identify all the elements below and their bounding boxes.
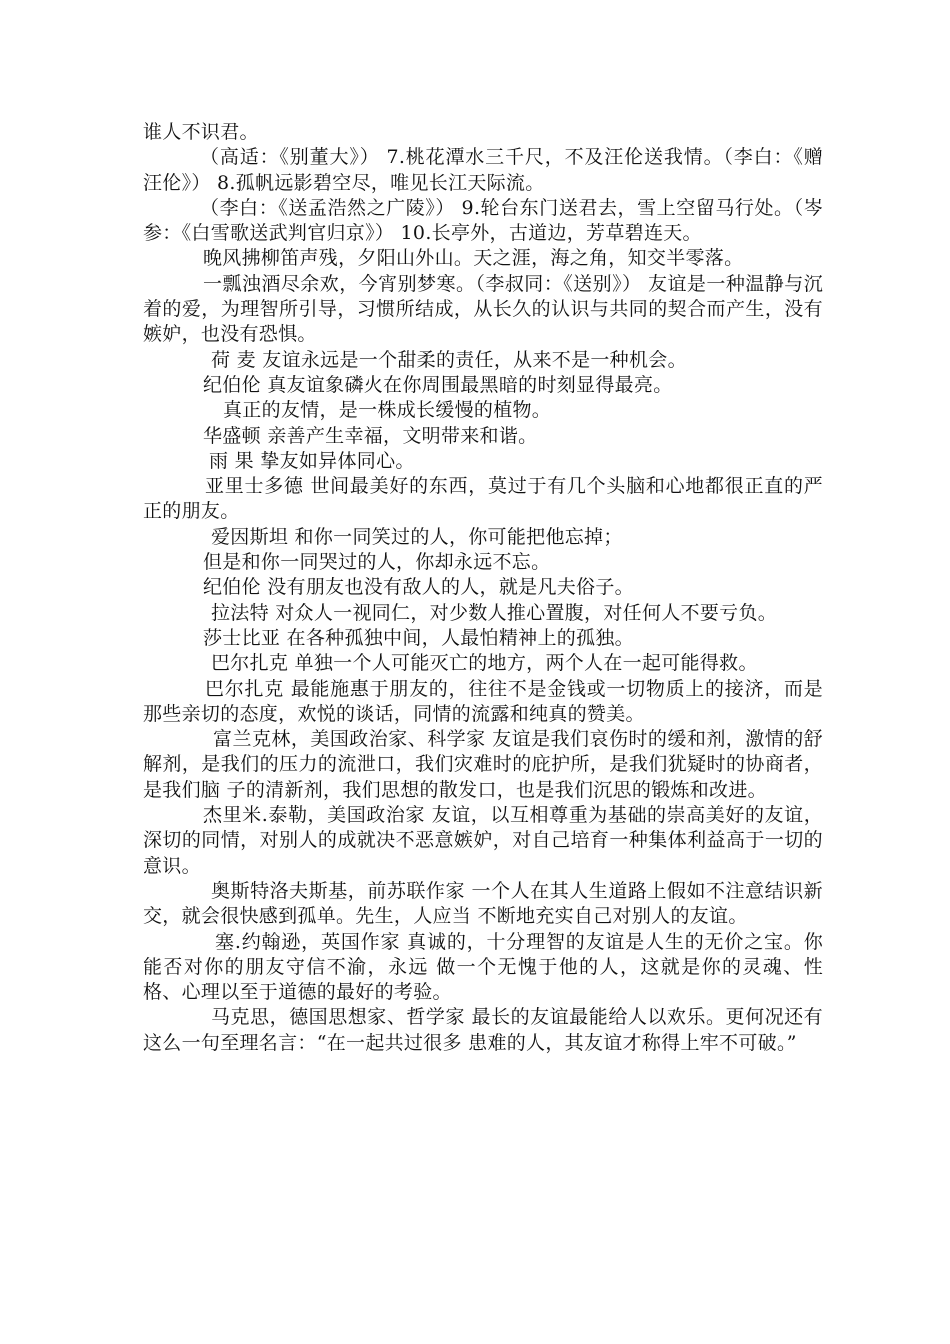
- paragraph-21: 奥斯特洛夫斯基，前苏联作家 一个人在其人生道路上假如不注意结识新交，就会很快感到孤单。先生，人应当 不断地充实自己对别人的友谊。: [143, 879, 823, 928]
- paragraph-1: 谁人不识君。: [143, 121, 259, 143]
- paragraph-17: 巴尔扎克 单独一个人可能灭亡的地方，两个人在一起可能得救。: [211, 652, 758, 675]
- paragraph-12: 爱因斯坦 和你一同笑过的人，你可能把他忘掉；: [211, 525, 623, 548]
- paragraph-4: 晚风拂柳笛声残，夕阳山外山。天之涯，海之角，知交半零落。: [203, 247, 744, 270]
- paragraph-19: 富兰克林，美国政治家、科学家 友谊是我们哀伤时的缓和剂，激情的舒解剂，是我们的压力的流泄口，我们灾难时的庇护所，是我们犹疑时的协商者，是我们脑 子的清新剂，我们思想的散发口，也是我们沉思的锻炼和改进。: [143, 728, 823, 801]
- paragraph-7: 纪伯伦 真友谊象磷火在你周围最黑暗的时刻显得最亮。: [203, 373, 673, 396]
- paragraph-20: 杰里米.泰勒，美国政治家 友谊，以互相尊重为基础的崇高美好的友谊，深切的同情，对别人的成就决不恶意嫉妒，对自己培育一种集体利益高于一切的意识。: [143, 804, 823, 877]
- paragraph-8: 真正的友情，是一株成长缓慢的植物。: [223, 399, 552, 422]
- paragraph-16: 莎士比亚 在各种孤独中间，人最怕精神上的孤独。: [203, 626, 634, 649]
- paragraph-9: 华盛顿 亲善产生幸福，文明带来和谐。: [203, 424, 538, 447]
- document-body: [143, 120, 823, 1056]
- paragraph-6: 荷 麦 友谊永远是一个甜柔的责任，从来不是一种机会。: [211, 348, 687, 371]
- paragraph-18: 巴尔扎克 最能施惠于朋友的，往往不是金钱或一切物质上的接济，而是那些亲切的态度，欢悦的谈话，同情的流露和纯真的赞美。: [143, 677, 823, 725]
- paragraph-22: 塞.约翰逊，英国作家 真诚的，十分理智的友谊是人生的无价之宝。你能否对你的朋友守信不渝，永远 做一个无愧于他的人，这就是你的灵魂、性格、心理以至于道德的最好的考验。: [143, 930, 823, 1004]
- paragraph-23: 马克思，德国思想家、哲学家 最长的友谊最能给人以欢乐。更何况还有这么一句至理名言：“在一起共过很多 患难的人，其友谊才称得上牢不可破。”: [143, 1006, 823, 1054]
- paragraph-15: 拉法特 对众人一视同仁，对少数人推心置腹，对任何人不要亏负。: [211, 601, 778, 624]
- paragraph-10: 雨 果 挚友如异体同心。: [209, 449, 415, 472]
- paragraph-3: （李白：《送孟浩然之广陵》） 9.轮台东门送君去，雪上空留马行处。（岑参：《白雪歌送武判官归京》） 10.长亭外，古道边，芳草碧连天。: [143, 196, 823, 245]
- paragraph-14: 纪伯伦 没有朋友也没有敌人的人，就是凡夫俗子。: [203, 576, 634, 599]
- paragraph-11: 亚里士多德 世间最美好的东西，莫过于有几个头脑和心地都很正直的严正的朋友。: [143, 475, 823, 523]
- paragraph-5: 一瓢浊酒尽余欢，今宵别梦寒。（李叔同：《送别》） 友谊是一种温静与沉着的爱，为理智所引导，习惯所结成，从长久的认识与共同的契合而产生，没有嫉妒，也没有恐惧。: [143, 272, 823, 346]
- paragraph-2: （高适：《别董大》） 7.桃花潭水三千尺，不及汪伦送我情。（李白：《赠汪伦》） 8.孤帆远影碧空尽，唯见长江天际流。: [143, 146, 823, 194]
- paragraph-13: 但是和你一同哭过的人，你却永远不忘。: [203, 551, 551, 574]
